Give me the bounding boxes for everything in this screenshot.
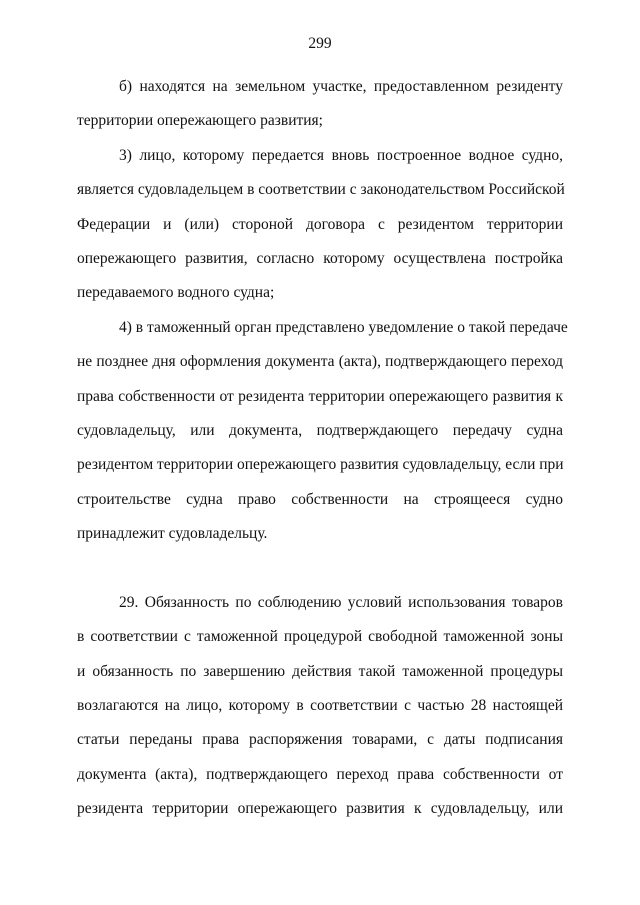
text-line: 3) лицо, которому передается вновь построенное водное судно, xyxy=(119,146,563,164)
text-line: принадлежит судовладельцу. xyxy=(77,525,268,543)
text-line: резидента территории опережающего развития к судовладельцу, или xyxy=(77,800,563,818)
text-line: не позднее дня оформления документа (акта), подтверждающего переход xyxy=(77,353,563,371)
text-line: резидентом территории опережающего развития судовладельцу, если при xyxy=(77,456,564,474)
text-line: права собственности от резидента территории опережающего развития к xyxy=(77,387,563,405)
text-line: судовладельцу, или документа, подтверждающего передачу судна xyxy=(77,421,563,439)
text-line: статьи переданы права распоряжения товарами, с даты подписания xyxy=(77,731,563,749)
text-line: и обязанность по завершению действия такой таможенной процедуры xyxy=(77,662,563,680)
document-body xyxy=(77,70,568,827)
text-line: территории опережающего развития; xyxy=(77,112,323,130)
text-line: в соответствии с таможенной процедурой свободной таможенной зоны xyxy=(77,628,563,646)
text-line: является судовладельцем в соответствии с законодательством Российской xyxy=(77,181,565,199)
text-line: документа (акта), подтверждающего переход права собственности от xyxy=(77,765,563,783)
text-line: б) находятся на земельном участке, предоставленном резиденту xyxy=(119,78,563,95)
text-line: опережающего развития, согласно которому осуществлена постройка xyxy=(77,249,563,267)
text-line: передаваемого водного судна; xyxy=(77,284,275,302)
paragraph-gap xyxy=(77,551,563,585)
text-line: 4) в таможенный орган представлено уведомление о такой передаче xyxy=(119,318,568,336)
text-line: строительстве судна право собственности на строящееся судно xyxy=(77,490,563,508)
page-number: 299 xyxy=(308,35,332,52)
text-line: 29. Обязанность по соблюдению условий использования товаров xyxy=(119,593,563,611)
text-line: Федерации и (или) стороной договора с резидентом территории xyxy=(77,215,563,233)
text-line: возлагаются на лицо, которому в соответствии с частью 28 настоящей xyxy=(77,697,563,715)
